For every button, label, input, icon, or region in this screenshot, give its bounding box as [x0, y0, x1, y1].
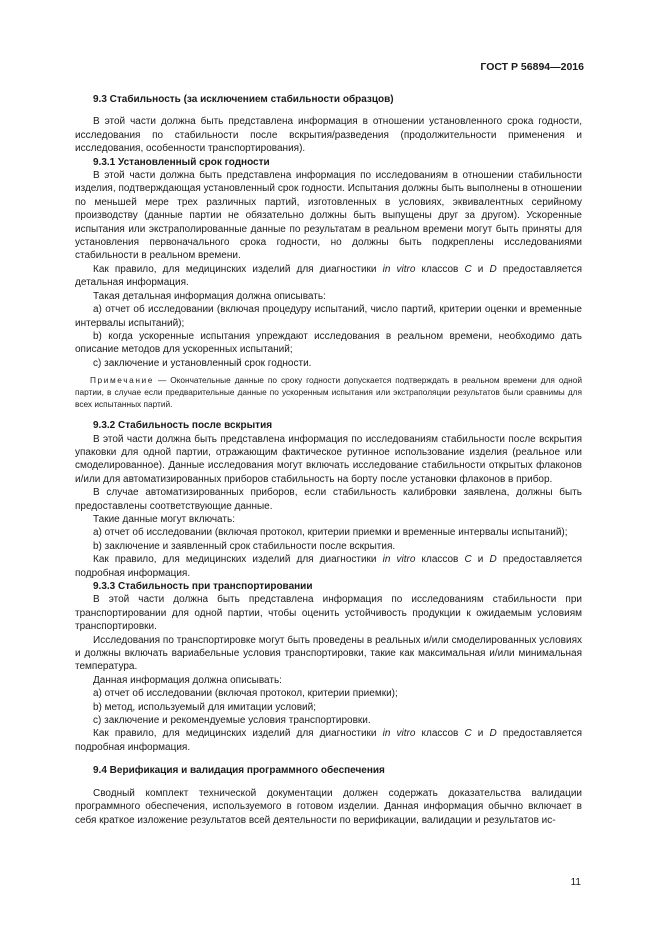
- paragraph: Сводный комплект технической документации должен содержать доказательства валидации программного обеспечения, используемого в готовом изделии. Данная информация обычно включает в себя краткое изложение результатов всей деятельности по верификации, валидации и результатов ис-: [75, 787, 582, 826]
- note-text: — Окончательные данные по сроку годности допускается подтверждать в реальном времени для одной партии, в случае если предварительные данные по ускоренным испытания или экстраполяции результатов были сравнимы для всех испытанных партий.: [75, 375, 582, 410]
- paragraph: Такие данные могут включать:: [93, 513, 235, 525]
- list-item: a) отчет об исследовании (включая протокол, критерии приемки и временные интервалы испытаний);: [93, 527, 568, 539]
- list-item: a) отчет об исследовании (включая процедуру испытаний, число партий, критерии оценки и временные интервалы испытаний);: [75, 304, 582, 329]
- section-heading-9-3: 9.3 Стабильность (за исключением стабильности образцов): [93, 94, 394, 105]
- paragraph: Такая детальная информация должна описывать:: [93, 290, 326, 302]
- subsection-heading-9-3-2: 9.3.2 Стабильность после вскрытия: [93, 420, 273, 432]
- section-heading-9-4: 9.4 Верификация и валидация программного обеспечения: [93, 765, 385, 777]
- paragraph: В этой части должна быть представлена информация по исследованиям стабильности после вскрытия упаковки для одной партии, отражающим фактическое рутинное использование изделия (реальное или смоделированное). Данные исследования могут включать исследование стабильности открытых флаконов и/или для автоматизированных приборов стабильность на борту после установки флаконов в прибор.: [75, 433, 582, 485]
- paragraph: В этой части должна быть представлена информация по исследованиям стабильности при транспортировании для одной партии, чтобы оценить устойчивость продукции к ожидаемым условиям транспортировки.: [75, 594, 582, 633]
- paragraph: В этой части должна быть представлена информация по исследованиям в отношении стабильности изделия, подтверждающая установленный срок годности. Испытания должны быть выполнены в отношении по меньшей мере трех различных партий, изготовленных в условиях, эквивалентных серийному производству (данные партии не обязательно должны быть выпущены друг за другом). Ускоренные испытания или экстраполированные данные по результатам в реальном времени могут быть приняты для установления первоначального срока годности, но должны быть подкреплены исследованиями стабильности в реальном времени.: [75, 170, 582, 262]
- subsection-heading-9-3-3: 9.3.3 Стабильность при транспортировании: [93, 581, 313, 592]
- note: [75, 374, 582, 410]
- paragraph: Как правило, для медицинских изделий для диагностики in vitro классов C и D предоставляется детальная информация.: [75, 263, 583, 289]
- note-label: Примечание: [89, 375, 154, 386]
- list-item: c) заключение и рекомендуемые условия транспортировки.: [93, 715, 371, 727]
- paragraph: Как правило, для медицинских изделий для диагностики in vitro классов C и D предоставляется подробная информация.: [75, 728, 583, 753]
- paragraph: Исследования по транспортировке могут быть проведены в реальных и/или смоделированных условиях и должны включать вариабельные условия транспортировки, такие как максимальная и/или минимальная температура.: [75, 634, 582, 673]
- list-item: c) заключение и установленный срок годности.: [93, 357, 312, 369]
- document-body: [75, 91, 582, 827]
- list-item: b) метод, используемый для имитации условий;: [93, 701, 316, 713]
- subsection-heading-9-3-1: 9.3.1 Установленный срок годности: [93, 156, 270, 168]
- list-item: b) когда ускоренные испытания упреждают исследования в реальном времени, необходимо дать описание методов для ускоренных испытаний;: [75, 330, 582, 356]
- paragraph: Данная информация должна описывать:: [93, 674, 282, 686]
- paragraph: В случае автоматизированных приборов, если стабильность калибровки заявлена, должны быть предоставлены соответствующие данные.: [75, 487, 582, 512]
- page-number: 11: [570, 877, 581, 888]
- paragraph: Как правило, для медицинских изделий для диагностики in vitro классов C и D предоставляется подробная информация.: [75, 554, 583, 579]
- list-item: a) отчет об исследовании (включая протокол, критерии приемки);: [93, 688, 398, 700]
- list-item: b) заключение и заявленный срок стабильности после вскрытия.: [93, 540, 396, 552]
- document-id-header: ГОСТ Р 56894—2016: [480, 61, 584, 73]
- paragraph: В этой части должна быть представлена информация в отношении установленного срока годности, исследования по стабильности после вскрытия/разведения (продолжительности применения и исследования, особенности транспортирования).: [75, 116, 582, 155]
